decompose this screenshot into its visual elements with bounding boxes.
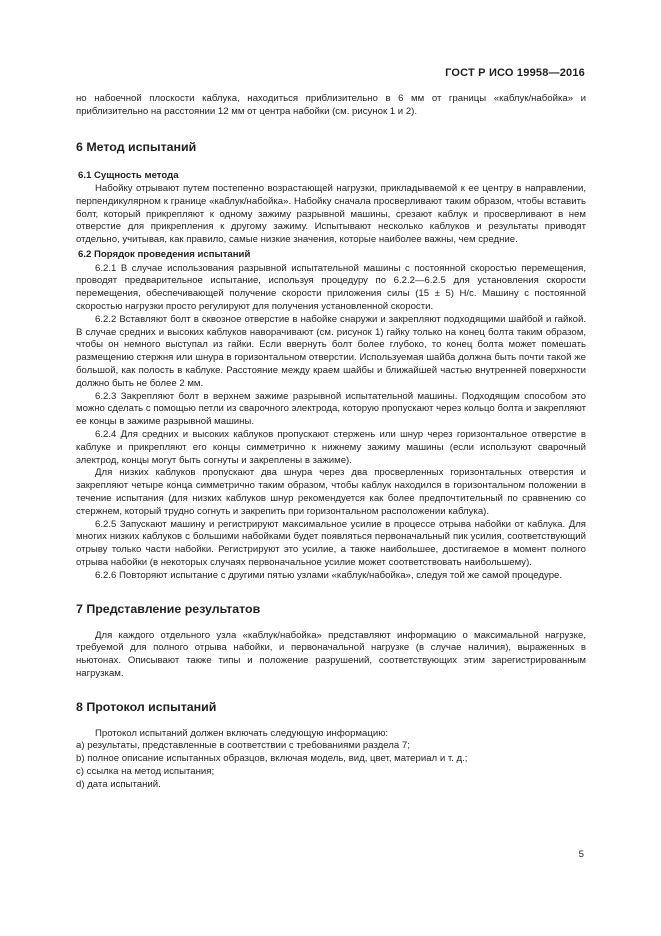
paragraph-6-2-2: 6.2.2 Вставляют болт в сквозное отверстие в набойке снаружи и закрепляют подходящими шайбой и гайкой. В случае средних и высоких каблуков наворачивают (см. рисунок 1) гайку только на конец болта таким образом, чтобы он немного выступал из гайки. Если ввернуть болт более глубоко, то конец болта может помешать размещению стержня или шнура в горизонтальном отверстии. Используемая шайба должна быть почти такой же большой, как полость в каблуке. Расстояние между краем шайбы и ближайшей частью внутренней поверхности должно быть не более 2 мм. (76, 313, 586, 389)
section-6-heading: 6 Метод испытаний (76, 139, 197, 154)
list-item-c: с) ссылка на метод испытания; (76, 766, 215, 778)
list-item-b: b) полное описание испытанных образцов, включая модель, вид, цвет, материал и т. д.; (76, 753, 468, 765)
paragraph-6-2-4-low-heels: Для низких каблуков пропускают два шнура через два просверленных горизонтальных отверстия и закрепляют четыре конца симметрично таким образом, чтобы каблук находился в горизонтальном положении в течение испытания (для низких каблуков шнур рекомендуется как более предпочтительный по сравнению со стержнем, который трудно согнуть и закрепить при горизонтальном расположении каблука). (76, 467, 586, 517)
paragraph-8-intro: Протокол испытаний должен включать следующую информацию: (95, 727, 389, 739)
paragraph-6-2-4: 6.2.4 Для средних и высоких каблуков пропускают стержень или шнур через горизонтальное отверстие в каблуке и прикрепляют его концы симметрично к нижнему зажиму машины (если используют сварочный электрод, концы могут быть согнуты и закреплены в зажиме). (76, 428, 586, 466)
paragraph-7: Для каждого отдельного узла «каблук/набойка» представляют информацию о максимальной нагрузке, требуемой для полного отрыва набойки, и первоначальной нагрузке (в случае наличия), выраженных в ньютонах. Описывают также типы и положение разрушений, соответствующих этим зарегистрированным нагрузкам. (76, 629, 586, 679)
document-code: ГОСТ Р ИСО 19958—2016 (445, 67, 585, 79)
paragraph-6-2-6: 6.2.6 Повторяют испытание с другими пятью узлами «каблук/набойка», следуя той же самой процедуре. (95, 569, 563, 581)
intro-paragraph: но набоечной плоскости каблука, находиться приблизительно в 6 мм от границы «каблук/набойка» и приблизительно на расстоянии 12 мм от центра набойки (см. рисунок 1 и 2). (76, 93, 586, 117)
list-item-a: а) результаты, представленные в соответствии с требованиями раздела 7; (76, 740, 410, 752)
section-8-heading: 8 Протокол испытаний (76, 699, 217, 714)
paragraph-6-2-5: 6.2.5 Запускают машину и регистрируют максимальное усилие в процессе отрыва набойки от каблука. Для многих низких каблуков с большими набойками будет появляться первоначальный пик усилия, соответствующий отрыву только части набойки. Регистрируют это усилие, а также наибольшее, достигаемое в момент полного отрыва набойки (в некоторых случаях первоначальное усилие может соответствовать наибольшему). (76, 518, 586, 568)
paragraph-6-2-1: 6.2.1 В случае использования разрывной испытательной машины с постоянной скоростью перемещения, проводят предварительное испытание, используя процедуру по 6.2.2—6.2.5 для установления скорости перемещения, обеспечивающей получение скорости приложения силы (15 ± 5) Н/с. Машину с постоянной скоростью нагрузки просто регулируют для получения установленной скорости. (76, 262, 586, 312)
subsection-6-1-heading: 6.1 Сущность метода (78, 169, 179, 181)
paragraph-6-2-3: 6.2.3 Закрепляют болт в верхнем зажиме разрывной испытательной машины. Подходящим способом это можно сделать с помощью петли из сварочного электрода, которую пропускают через кольцо болта и закрепляют ее концы в зажиме разрывной машины. (76, 390, 586, 428)
section-7-heading: 7 Представление результатов (76, 601, 261, 616)
paragraph-6-1: Набойку отрывают путем постепенно возрастающей нагрузки, прикладываемой к ее центру в направлении, перпендикулярном к границе «каблук/набойка». Набойку сначала просверливают таким образом, чтобы вставить болт, который прикрепляют к одному зажиму разрывной машины, срезают каблук и просверливают в нем отверстие для прикрепления к другому зажиму. Испытывают несколько каблуков и результаты приводят отдельно, учитывая, как правило, самые низкие значения, которые наиболее важны, чем средние. (76, 183, 586, 246)
list-item-d: d) дата испытаний. (76, 778, 161, 790)
page-number: 5 (578, 849, 584, 860)
subsection-6-2-heading: 6.2 Порядок проведения испытаний (78, 249, 251, 261)
page-content (76, 93, 586, 792)
